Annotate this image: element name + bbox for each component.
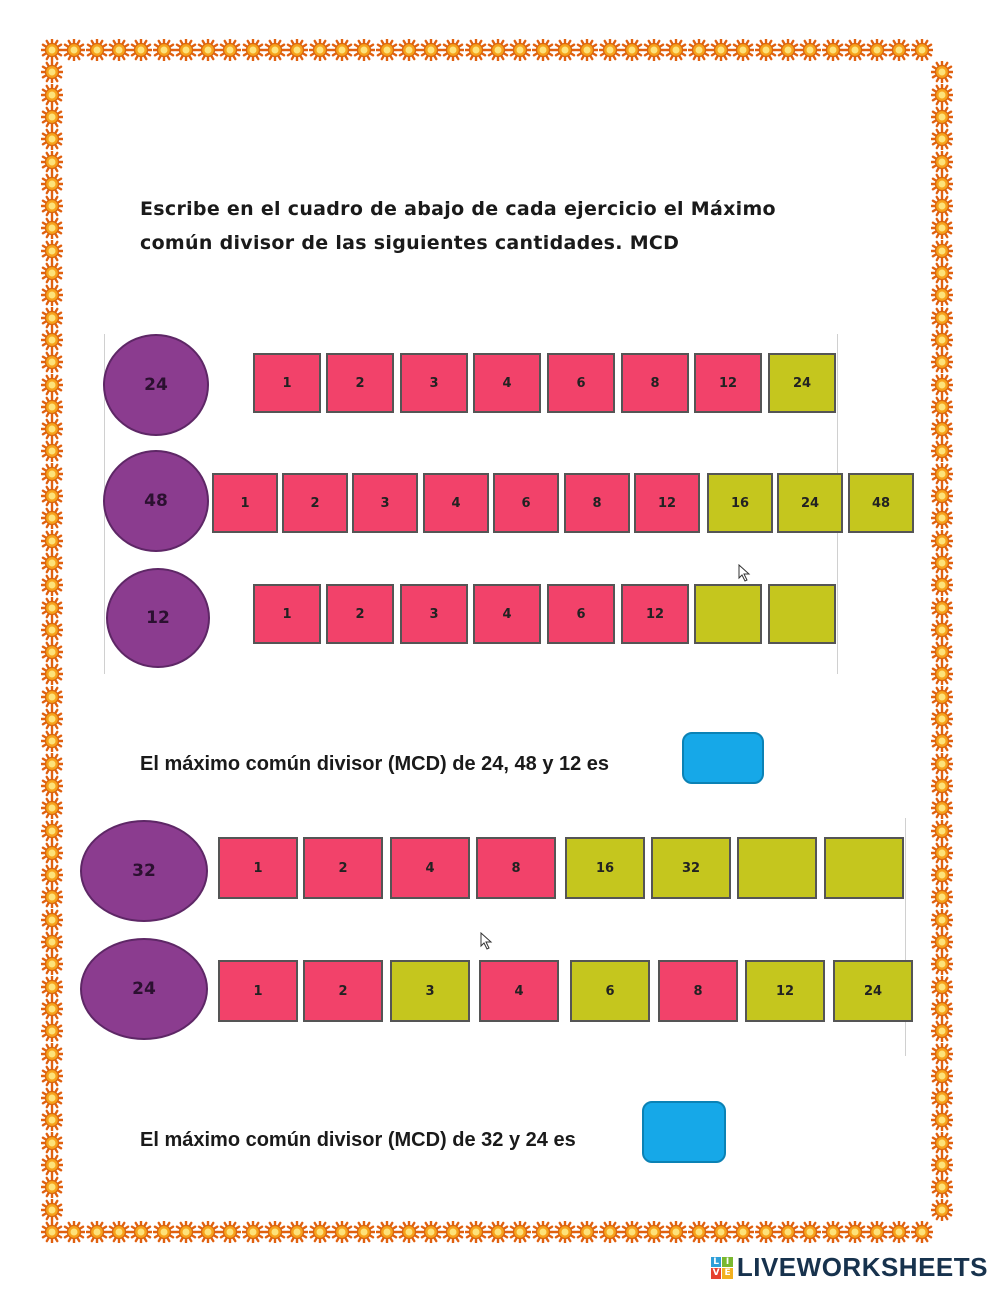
sun-icon bbox=[911, 1221, 933, 1243]
sun-icon bbox=[41, 775, 63, 797]
divisor-box: 12 bbox=[634, 473, 700, 533]
cursor-icon bbox=[480, 932, 494, 950]
sun-icon bbox=[398, 39, 420, 61]
sun-icon bbox=[931, 485, 953, 507]
sun-icon bbox=[242, 1221, 264, 1243]
sun-icon bbox=[309, 1221, 331, 1243]
sun-icon bbox=[41, 262, 63, 284]
sun-icon bbox=[41, 1065, 63, 1087]
sun-icon bbox=[576, 39, 598, 61]
brand-name: LIVEWORKSHEETS bbox=[736, 1252, 988, 1282]
sun-icon bbox=[353, 39, 375, 61]
sun-icon bbox=[153, 39, 175, 61]
divisor-box: 2 bbox=[303, 960, 383, 1022]
sun-icon bbox=[931, 842, 953, 864]
sun-icon bbox=[286, 1221, 308, 1243]
sun-icon bbox=[41, 1221, 63, 1243]
sun-icon bbox=[41, 820, 63, 842]
sun-icon bbox=[931, 374, 953, 396]
sun-icon bbox=[621, 1221, 643, 1243]
sun-icon bbox=[931, 619, 953, 641]
divisor-box: 4 bbox=[423, 473, 489, 533]
divisor-box: 6 bbox=[547, 353, 615, 413]
sun-icon bbox=[41, 39, 63, 61]
sun-icon bbox=[108, 39, 130, 61]
number-circle: 32 bbox=[80, 820, 208, 922]
sun-icon bbox=[41, 976, 63, 998]
sun-icon bbox=[931, 909, 953, 931]
divisor-box: 1 bbox=[218, 960, 298, 1022]
instructions-line-1: Escribe en el cuadro de abajo de cada ejercicio el Máximo bbox=[140, 198, 776, 220]
sun-icon bbox=[442, 39, 464, 61]
sun-icon bbox=[41, 641, 63, 663]
sun-icon bbox=[41, 998, 63, 1020]
divisor-box: 1 bbox=[253, 584, 321, 644]
sun-icon bbox=[264, 1221, 286, 1243]
sun-icon bbox=[219, 1221, 241, 1243]
sun-icon bbox=[665, 39, 687, 61]
sun-icon bbox=[487, 39, 509, 61]
sun-icon bbox=[931, 641, 953, 663]
question-1: El máximo común divisor (MCD) de 24, 48 y 12 es bbox=[140, 753, 610, 775]
sun-icon bbox=[41, 574, 63, 596]
number-circle: 24 bbox=[103, 334, 209, 436]
sun-icon bbox=[41, 730, 63, 752]
divisor-box: 24 bbox=[833, 960, 913, 1022]
sun-icon bbox=[398, 1221, 420, 1243]
sun-icon bbox=[755, 1221, 777, 1243]
divisor-input-box[interactable] bbox=[737, 837, 817, 899]
answer-box-1[interactable] bbox=[682, 732, 764, 784]
sun-icon bbox=[931, 151, 953, 173]
sun-icon bbox=[931, 753, 953, 775]
sun-icon bbox=[41, 84, 63, 106]
sun-icon bbox=[931, 953, 953, 975]
divisor-box: 1 bbox=[253, 353, 321, 413]
sun-icon bbox=[41, 530, 63, 552]
sun-icon bbox=[41, 1043, 63, 1065]
divisor-input-box[interactable] bbox=[694, 584, 762, 644]
sun-icon bbox=[710, 1221, 732, 1243]
sun-icon bbox=[41, 1176, 63, 1198]
logo-icon: L I V E bbox=[711, 1257, 733, 1279]
sun-icon bbox=[931, 440, 953, 462]
sun-icon bbox=[844, 39, 866, 61]
sun-icon bbox=[86, 1221, 108, 1243]
divisor-box: 1 bbox=[218, 837, 298, 899]
sun-icon bbox=[41, 440, 63, 462]
sun-icon bbox=[41, 173, 63, 195]
sun-icon bbox=[130, 1221, 152, 1243]
sun-icon bbox=[532, 1221, 554, 1243]
divisor-box: 8 bbox=[621, 353, 689, 413]
divisor-box: 4 bbox=[473, 353, 541, 413]
sun-icon bbox=[755, 39, 777, 61]
divisor-box: 3 bbox=[400, 584, 468, 644]
sun-icon bbox=[931, 173, 953, 195]
sun-icon bbox=[931, 686, 953, 708]
sun-icon bbox=[931, 195, 953, 217]
sun-icon bbox=[931, 240, 953, 262]
instructions-line-2: común divisor de las siguientes cantidades. MCD bbox=[140, 232, 680, 254]
sun-icon bbox=[108, 1221, 130, 1243]
divisor-input-box[interactable] bbox=[768, 584, 836, 644]
divisor-box: 6 bbox=[547, 584, 615, 644]
sun-icon bbox=[41, 1154, 63, 1176]
sun-icon bbox=[41, 485, 63, 507]
sun-icon bbox=[799, 39, 821, 61]
sun-icon bbox=[532, 39, 554, 61]
sun-icon bbox=[41, 351, 63, 373]
sun-icon bbox=[41, 106, 63, 128]
sun-icon bbox=[554, 1221, 576, 1243]
sun-icon bbox=[41, 931, 63, 953]
sun-icon bbox=[509, 39, 531, 61]
sun-icon bbox=[63, 1221, 85, 1243]
sun-icon bbox=[931, 1199, 953, 1221]
sun-icon bbox=[41, 1087, 63, 1109]
sun-icon bbox=[931, 262, 953, 284]
sun-icon bbox=[931, 106, 953, 128]
sun-icon bbox=[41, 240, 63, 262]
sun-icon bbox=[931, 663, 953, 685]
sun-icon bbox=[931, 418, 953, 440]
sun-icon bbox=[688, 1221, 710, 1243]
divisor-input-box[interactable] bbox=[824, 837, 904, 899]
sun-icon bbox=[931, 730, 953, 752]
sun-icon bbox=[41, 396, 63, 418]
sun-icon bbox=[931, 463, 953, 485]
sun-icon bbox=[41, 753, 63, 775]
divisor-box: 2 bbox=[303, 837, 383, 899]
sun-icon bbox=[420, 1221, 442, 1243]
sun-icon bbox=[777, 1221, 799, 1243]
divisor-box: 2 bbox=[326, 353, 394, 413]
sun-icon bbox=[41, 1199, 63, 1221]
sun-icon bbox=[41, 797, 63, 819]
sun-icon bbox=[822, 39, 844, 61]
divisor-box: 24 bbox=[768, 353, 836, 413]
divisor-box: 12 bbox=[621, 584, 689, 644]
sun-icon bbox=[931, 574, 953, 596]
sun-icon bbox=[153, 1221, 175, 1243]
sun-icon bbox=[41, 151, 63, 173]
sun-icon bbox=[931, 886, 953, 908]
number-circle: 24 bbox=[80, 938, 208, 1040]
sun-icon bbox=[931, 976, 953, 998]
sun-icon bbox=[931, 931, 953, 953]
question-2: El máximo común divisor (MCD) de 32 y 24 es bbox=[140, 1129, 576, 1151]
sun-icon bbox=[63, 39, 85, 61]
divisor-box: 48 bbox=[848, 473, 914, 533]
sun-icon bbox=[309, 39, 331, 61]
divisor-box: 2 bbox=[326, 584, 394, 644]
liveworksheets-logo bbox=[711, 1252, 988, 1283]
sun-icon bbox=[931, 128, 953, 150]
sun-icon bbox=[41, 663, 63, 685]
sun-icon bbox=[353, 1221, 375, 1243]
sun-icon bbox=[41, 686, 63, 708]
sun-icon bbox=[242, 39, 264, 61]
sun-icon bbox=[665, 1221, 687, 1243]
sun-icon bbox=[41, 619, 63, 641]
divisor-box: 3 bbox=[400, 353, 468, 413]
sun-icon bbox=[41, 864, 63, 886]
sun-icon bbox=[643, 1221, 665, 1243]
sun-icon bbox=[931, 1087, 953, 1109]
sun-icon bbox=[41, 374, 63, 396]
divisor-box: 4 bbox=[473, 584, 541, 644]
sun-icon bbox=[41, 284, 63, 306]
divisor-box: 12 bbox=[694, 353, 762, 413]
sun-icon bbox=[376, 39, 398, 61]
sun-icon bbox=[931, 998, 953, 1020]
sun-icon bbox=[41, 507, 63, 529]
sun-icon bbox=[688, 39, 710, 61]
sun-icon bbox=[331, 39, 353, 61]
sun-icon bbox=[41, 597, 63, 619]
sun-icon bbox=[41, 1109, 63, 1131]
sun-icon bbox=[931, 864, 953, 886]
sun-icon bbox=[331, 1221, 353, 1243]
number-circle: 12 bbox=[106, 568, 210, 668]
sun-icon bbox=[41, 61, 63, 83]
sun-icon bbox=[41, 842, 63, 864]
sun-icon bbox=[621, 39, 643, 61]
sun-icon bbox=[931, 217, 953, 239]
sun-icon bbox=[888, 39, 910, 61]
sun-icon bbox=[487, 1221, 509, 1243]
sun-icon bbox=[931, 775, 953, 797]
instructions bbox=[140, 192, 840, 260]
sun-icon bbox=[931, 84, 953, 106]
sun-icon bbox=[931, 708, 953, 730]
sun-icon bbox=[931, 1176, 953, 1198]
sun-icon bbox=[931, 61, 953, 83]
divisor-box: 4 bbox=[390, 837, 470, 899]
sun-icon bbox=[911, 39, 933, 61]
sun-icon bbox=[643, 39, 665, 61]
sun-icon bbox=[41, 1132, 63, 1154]
sun-icon bbox=[599, 1221, 621, 1243]
sun-icon bbox=[931, 597, 953, 619]
sun-icon bbox=[931, 797, 953, 819]
number-circle: 48 bbox=[103, 450, 209, 552]
sun-icon bbox=[931, 820, 953, 842]
sun-icon bbox=[866, 39, 888, 61]
divisor-box: 24 bbox=[777, 473, 843, 533]
divisor-box: 6 bbox=[570, 960, 650, 1022]
answer-box-2[interactable] bbox=[642, 1101, 726, 1163]
divisor-box: 4 bbox=[479, 960, 559, 1022]
divisor-box: 8 bbox=[476, 837, 556, 899]
sun-icon bbox=[576, 1221, 598, 1243]
sun-icon bbox=[931, 1043, 953, 1065]
sun-icon bbox=[931, 329, 953, 351]
divisor-box: 6 bbox=[493, 473, 559, 533]
sun-icon bbox=[931, 284, 953, 306]
sun-icon bbox=[509, 1221, 531, 1243]
sun-icon bbox=[41, 463, 63, 485]
sun-icon bbox=[41, 418, 63, 440]
sun-icon bbox=[822, 1221, 844, 1243]
sun-icon bbox=[931, 396, 953, 418]
sun-icon bbox=[376, 1221, 398, 1243]
sun-icon bbox=[931, 1065, 953, 1087]
sun-icon bbox=[931, 1020, 953, 1042]
sun-icon bbox=[286, 39, 308, 61]
sun-icon bbox=[931, 530, 953, 552]
sun-icon bbox=[41, 1020, 63, 1042]
sun-icon bbox=[931, 1132, 953, 1154]
sun-icon bbox=[41, 886, 63, 908]
sun-icon bbox=[41, 552, 63, 574]
sun-icon bbox=[931, 307, 953, 329]
sun-icon bbox=[554, 39, 576, 61]
divisor-box: 16 bbox=[707, 473, 773, 533]
sun-icon bbox=[732, 39, 754, 61]
sun-icon bbox=[866, 1221, 888, 1243]
sun-icon bbox=[931, 552, 953, 574]
sun-icon bbox=[465, 39, 487, 61]
divisor-box: 3 bbox=[390, 960, 470, 1022]
sun-icon bbox=[130, 39, 152, 61]
sun-icon bbox=[41, 195, 63, 217]
sun-icon bbox=[732, 1221, 754, 1243]
sun-icon bbox=[41, 217, 63, 239]
sun-icon bbox=[710, 39, 732, 61]
sun-icon bbox=[931, 1154, 953, 1176]
sun-icon bbox=[799, 1221, 821, 1243]
sun-icon bbox=[931, 507, 953, 529]
sun-icon bbox=[420, 39, 442, 61]
sun-icon bbox=[41, 708, 63, 730]
sun-icon bbox=[931, 1109, 953, 1131]
sun-icon bbox=[197, 1221, 219, 1243]
divisor-box: 8 bbox=[564, 473, 630, 533]
sun-icon bbox=[197, 39, 219, 61]
divisor-box: 3 bbox=[352, 473, 418, 533]
divisor-box: 2 bbox=[282, 473, 348, 533]
sun-icon bbox=[175, 1221, 197, 1243]
divisor-box: 8 bbox=[658, 960, 738, 1022]
sun-icon bbox=[465, 1221, 487, 1243]
sun-icon bbox=[777, 39, 799, 61]
sun-icon bbox=[86, 39, 108, 61]
sun-icon bbox=[41, 909, 63, 931]
divisor-box: 1 bbox=[212, 473, 278, 533]
sun-icon bbox=[41, 307, 63, 329]
sun-icon bbox=[41, 128, 63, 150]
sun-icon bbox=[931, 351, 953, 373]
sun-icon bbox=[442, 1221, 464, 1243]
divisor-box: 32 bbox=[651, 837, 731, 899]
sun-icon bbox=[844, 1221, 866, 1243]
sun-icon bbox=[41, 329, 63, 351]
sun-icon bbox=[264, 39, 286, 61]
divisor-box: 12 bbox=[745, 960, 825, 1022]
sun-icon bbox=[175, 39, 197, 61]
cursor-icon bbox=[738, 564, 752, 582]
sun-icon bbox=[41, 953, 63, 975]
divisor-box: 16 bbox=[565, 837, 645, 899]
sun-icon bbox=[888, 1221, 910, 1243]
sun-icon bbox=[219, 39, 241, 61]
sun-icon bbox=[599, 39, 621, 61]
